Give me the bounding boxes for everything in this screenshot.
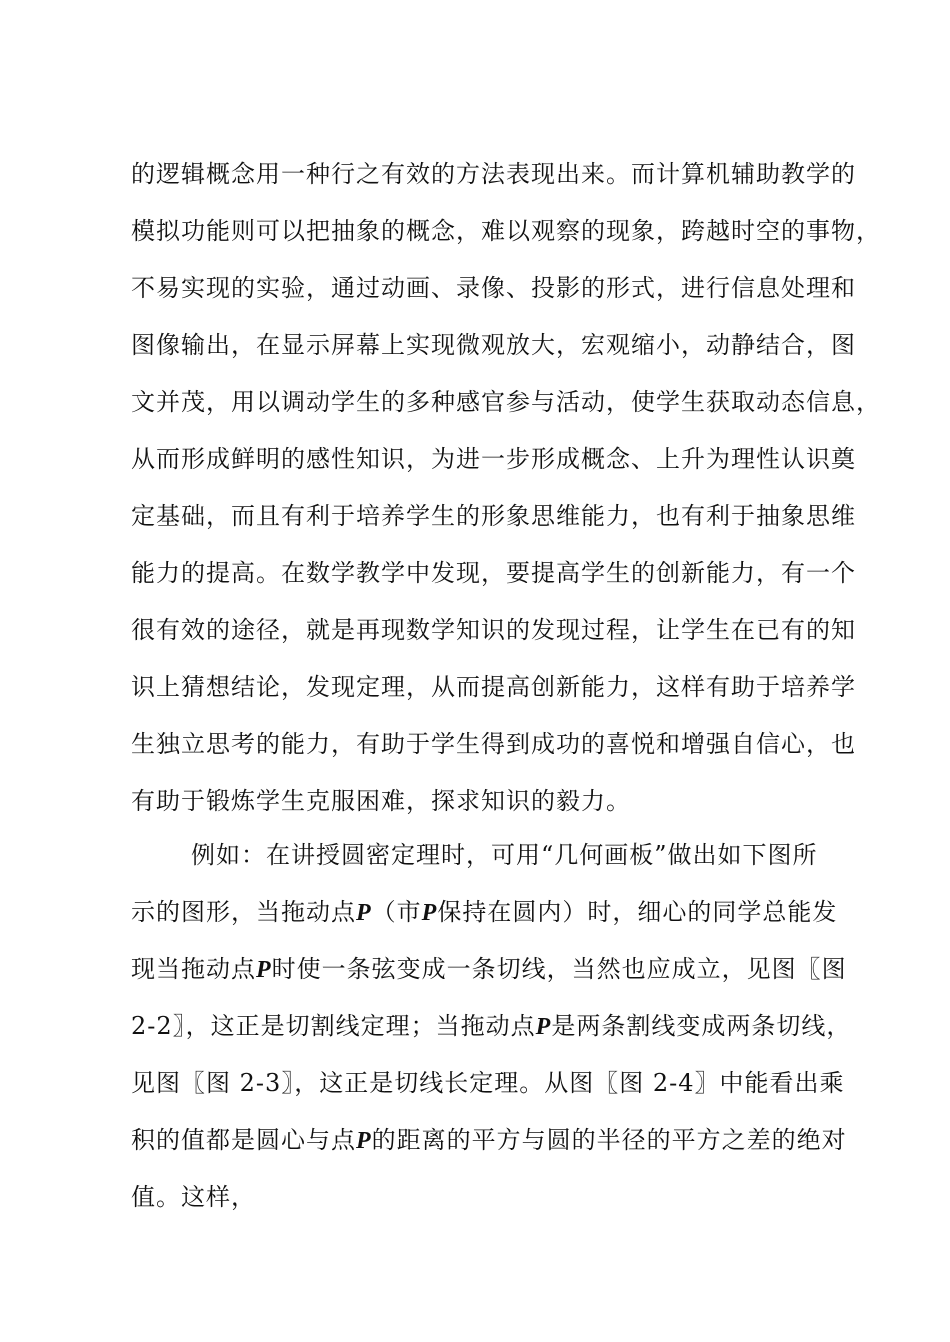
- paragraph-1-line-1: 的逻辑概念用一种行之有效的方法表现出来。而计算机辅助教学的: [131, 160, 856, 188]
- paragraph-2-line-2-text-a: 示的图形，当拖动点: [131, 898, 356, 926]
- paragraph-1-line-8: 能力的提高。在数学教学中发现，要提高学生的创新能力，有一个: [131, 559, 856, 587]
- paragraph-2-line-2-text-b: （市: [371, 898, 422, 926]
- point-p-symbol: P: [535, 1014, 552, 1040]
- paragraph-2-line-6: [131, 1123, 847, 1157]
- paragraph-2-line-1: 例如：在讲授圆密定理时，可用“几何画板”做出如下图所: [191, 841, 818, 869]
- paragraph-1-line-3: 不易实现的实验，通过动画、录像、投影的形式，进行信息处理和: [131, 274, 856, 302]
- paragraph-2-line-2-text-c: 保持在圆内）时，细心的同学总能发: [437, 898, 838, 926]
- paragraph-1-line-12: 有助于锻炼学生克服困难，探求知识的毅力。: [131, 787, 631, 815]
- paragraph-1-line-2: 模拟功能则可以把抽象的概念，难以观察的现象，跨越时空的事物，: [131, 217, 881, 245]
- paragraph-1-line-7: 定基础，而且有利于培养学生的形象思维能力，也有利于抽象思维: [131, 502, 856, 530]
- paragraph-2-line-4-text-a: 2-2〗，这正是切割线定理；当拖动点: [131, 1012, 536, 1040]
- paragraph-1-line-4: 图像输出，在显示屏幕上实现微观放大，宏观缩小，动静结合，图: [131, 331, 856, 359]
- paragraph-2-line-4-text-b: 是两条割线变成两条切线，: [551, 1012, 852, 1040]
- paragraph-2-line-6-text-b: 的距离的平方与圆的半径的平方之差的绝对: [371, 1126, 847, 1154]
- paragraph-2-line-3-text-b: 时使一条弦变成一条切线，当然也应成立，见图〖图: [271, 955, 847, 983]
- paragraph-2-line-4: [131, 1009, 851, 1043]
- point-p-symbol: P: [356, 900, 372, 926]
- paragraph-2-line-2: [131, 895, 837, 929]
- paragraph-2-line-6-text-a: 积的值都是圆心与点: [131, 1126, 356, 1154]
- paragraph-1-line-10: 识上猜想结论，发现定理，从而提高创新能力，这样有助于培养学: [131, 673, 856, 701]
- paragraph-1-line-6: 从而形成鲜明的感性知识，为进一步形成概念、上升为理性认识奠: [131, 445, 856, 473]
- paragraph-1-line-11: 生独立思考的能力，有助于学生得到成功的喜悦和增强自信心，也: [131, 730, 856, 758]
- paragraph-1-line-9: 很有效的途径，就是再现数学知识的发现过程，让学生在已有的知: [131, 616, 856, 644]
- paragraph-2-line-3-text-a: 现当拖动点: [131, 955, 256, 983]
- point-p-symbol: P: [421, 900, 438, 926]
- point-p-symbol: P: [256, 957, 272, 983]
- paragraph-2-line-5: 见图〖图 2-3〗，这正是切线长定理。从图〖图 2-4〗中能看出乘: [131, 1069, 845, 1097]
- paragraph-2-line-3: [131, 952, 847, 986]
- paragraph-2-line-7: 值。这样，: [131, 1183, 256, 1211]
- paragraph-1-line-5: 文并茂，用以调动学生的多种感官参与活动，使学生获取动态信息，: [131, 388, 881, 416]
- point-p-symbol: P: [356, 1128, 372, 1154]
